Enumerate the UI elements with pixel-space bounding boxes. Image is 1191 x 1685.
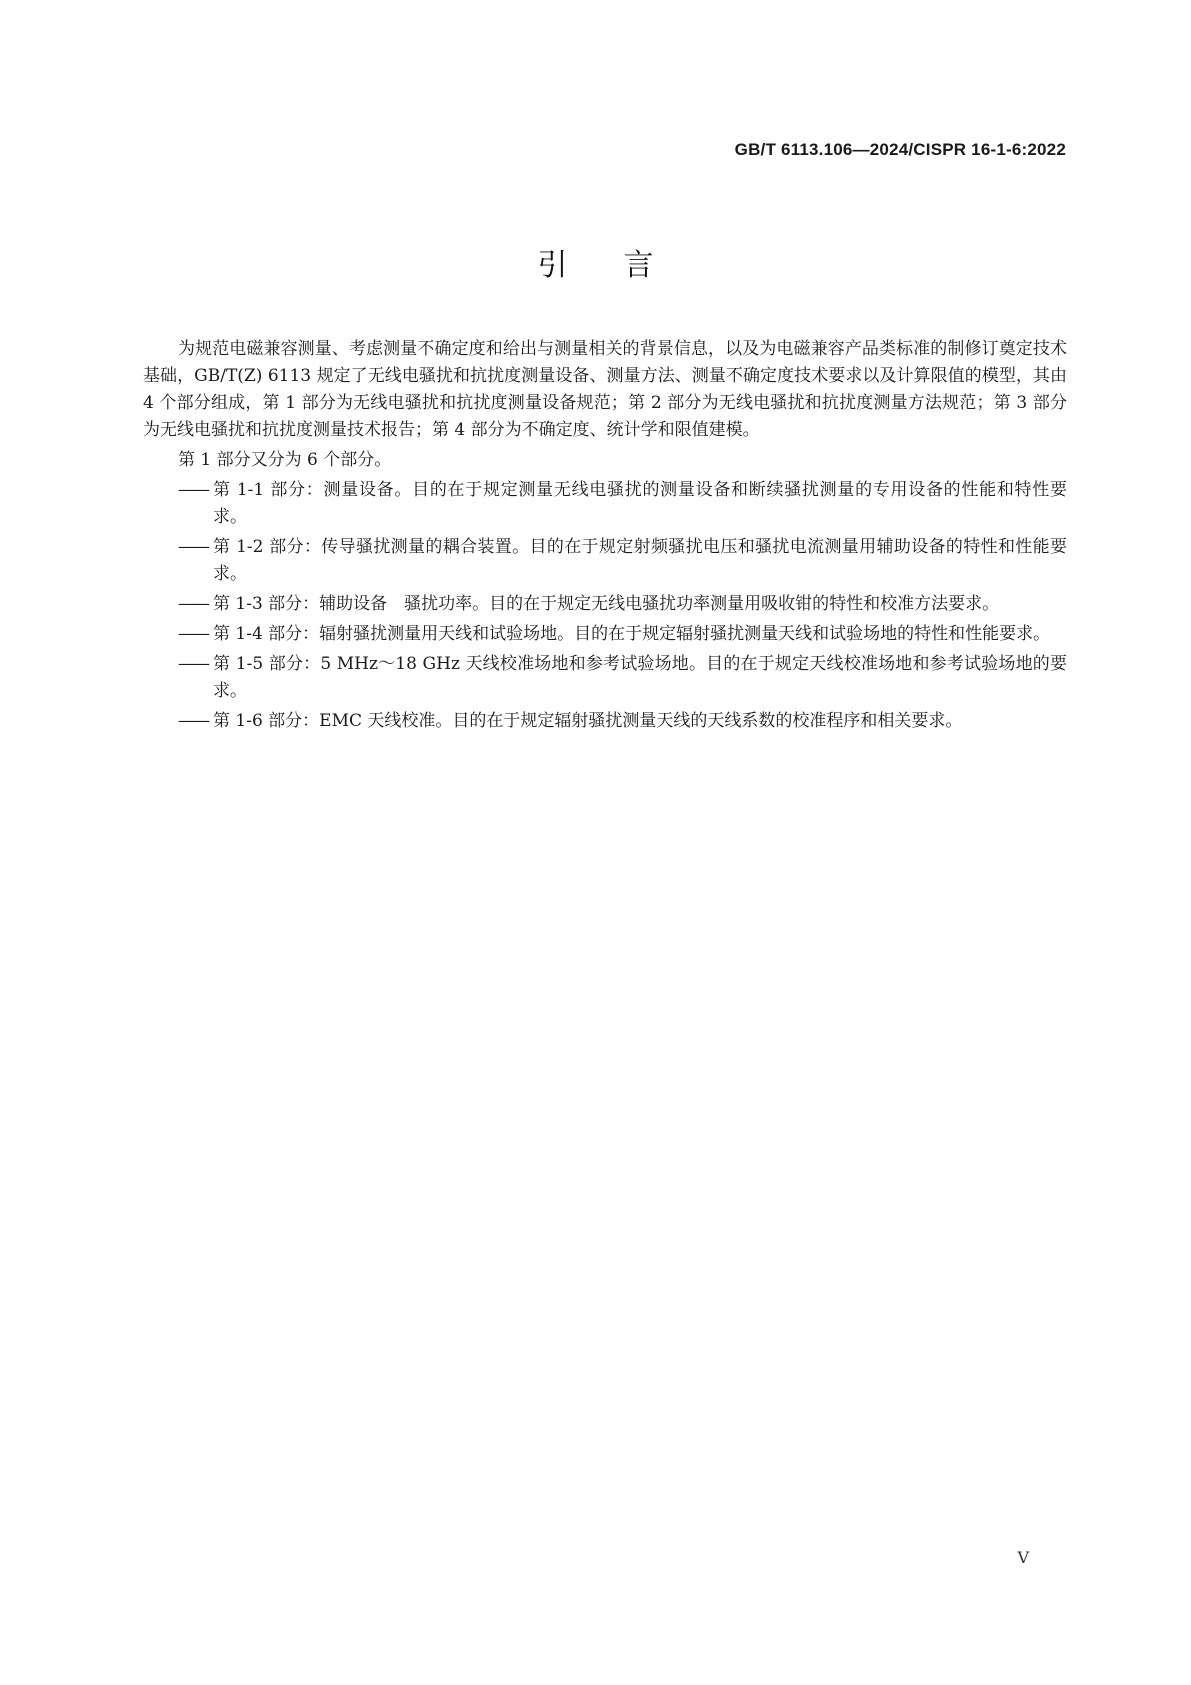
- list-dash: ——: [178, 537, 208, 557]
- list-dash: ——: [178, 711, 208, 731]
- list-item: [143, 651, 1067, 705]
- list-item: [143, 534, 1067, 588]
- list-item: [143, 477, 1067, 531]
- list-item: [143, 621, 1067, 648]
- list-item-text: 第 1-6 部分：EMC 天线校准。目的在于规定辐射骚扰测量天线的天线系数的校准程序和相关要求。: [213, 711, 963, 731]
- list-dash: ——: [178, 594, 208, 614]
- introduction-body: [143, 336, 1067, 738]
- page-title: 引言: [537, 248, 710, 283]
- list-item: [143, 708, 1067, 735]
- list-item-text: 第 1-2 部分：传导骚扰测量的耦合装置。目的在于规定射频骚扰电压和骚扰电流测量用辅助设备的特性和性能要求。: [213, 537, 1067, 584]
- list-item-text: 第 1-5 部分：5 MHz～18 GHz 天线校准场地和参考试验场地。目的在于规定天线校准场地和参考试验场地的要求。: [213, 654, 1067, 701]
- list-item-text: 第 1-4 部分：辐射骚扰测量用天线和试验场地。目的在于规定辐射骚扰测量天线和试验场地的特性和性能要求。: [213, 624, 1051, 644]
- list-item-text: 第 1-3 部分：辅助设备 骚扰功率。目的在于规定无线电骚扰功率测量用吸收钳的特性和校准方法要求。: [213, 594, 1000, 614]
- page-number: V: [1017, 1548, 1029, 1567]
- intro-paragraph: 为规范电磁兼容测量、考虑测量不确定度和给出与测量相关的背景信息，以及为电磁兼容产品类标准的制修订奠定技术基础，GB/T(Z) 6113 规定了无线电骚扰和抗扰度测量设备、测量方法、测量不确定度技术要求以及计算限值的模型，其由 4 个部分组成，第 1 部分为无线电骚扰和抗扰度测量设备规范；第 2 部分为无线电骚扰和抗扰度测量方法规范；第 3 部分为无线电骚扰和抗扰度测量技术报告；第 4 部分为不确定度、统计学和限值建模。: [143, 339, 1067, 440]
- standard-number-header: GB/T 6113.106—2024/CISPR 16-1-6:2022: [734, 140, 1066, 159]
- list-item-text: 第 1-1 部分：测量设备。目的在于规定测量无线电骚扰的测量设备和断续骚扰测量的专用设备的性能和特性要求。: [213, 480, 1067, 527]
- list-item: [143, 591, 1067, 618]
- list-dash: ——: [178, 480, 208, 500]
- list-dash: ——: [178, 624, 208, 644]
- intro-paragraph: 第 1 部分又分为 6 个部分。: [178, 450, 392, 470]
- list-dash: ——: [178, 654, 208, 674]
